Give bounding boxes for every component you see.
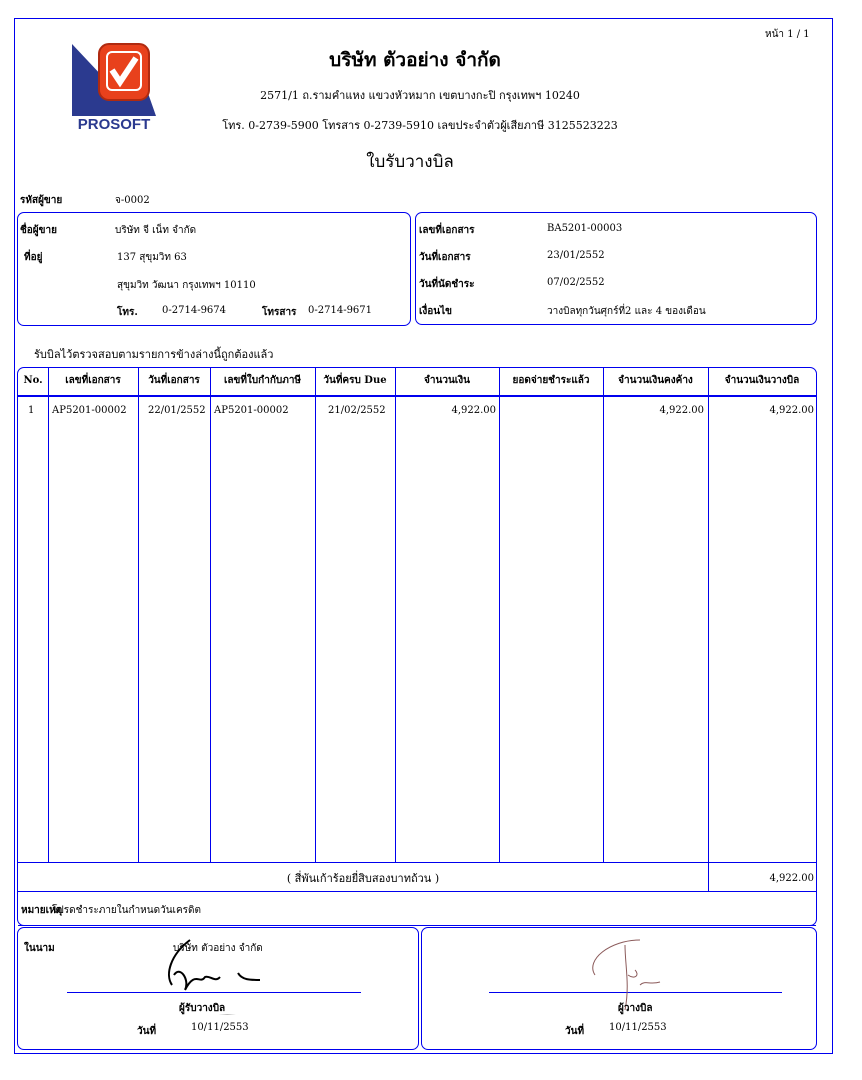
receiver-label: ผู้รับวางบิล — [179, 1003, 226, 1014]
cell-billed: 4,922.00 — [769, 405, 814, 416]
col-header-amount: จำนวนเงิน — [424, 375, 470, 386]
remark-label: หมายเหตุ — [21, 905, 63, 916]
page-number: หน้า 1 / 1 — [765, 29, 810, 40]
vendor-address-line1: 137 สุขุมวิท 63 — [117, 252, 187, 263]
col-header-paid: ยอดจ่ายชำระแล้ว — [512, 375, 590, 386]
cell-due-date: 21/02/2552 — [328, 405, 386, 416]
total-amount: 4,922.00 — [769, 873, 814, 884]
remark: โปรดชำระภายในกำหนดวันเครดิต — [52, 905, 202, 916]
vendor-tel: 0-2714-9674 — [162, 305, 227, 316]
vendor-fax: 0-2714-9671 — [308, 305, 373, 316]
cell-no: 1 — [28, 405, 35, 416]
doc-date: 23/01/2552 — [547, 250, 605, 261]
items-table — [17, 367, 817, 926]
cell-tax-invoice: AP5201-00002 — [214, 405, 289, 416]
biller-label: ผู้วางบิล — [618, 1003, 653, 1014]
company-address: 2571/1 ถ.รามคำแหง แขวงหัวหมาก เขตบางกะปิ กรุงเทพฯ 10240 — [260, 89, 580, 102]
col-header-outstanding: จำนวนเงินคงค้าง — [618, 375, 693, 386]
doc-no-label: เลขที่เอกสาร — [419, 225, 475, 236]
intro-text: รับบิลไว้ตรวจสอบตามรายการข้างล่างนี้ถูกต้องแล้ว — [34, 348, 274, 361]
document-title: ใบรับวางบิล — [366, 152, 454, 172]
vendor-name-label: ชื่อผู้ขาย — [20, 225, 57, 236]
biller-date-label: วันที่ — [565, 1026, 585, 1037]
on-behalf-label: ในนาม — [24, 943, 55, 954]
cell-amount: 4,922.00 — [451, 405, 496, 416]
cell-doc-date: 22/01/2552 — [148, 405, 206, 416]
receiver-date: 10/11/2553 — [191, 1022, 249, 1033]
total-in-words: ( สี่พันเก้าร้อยยี่สิบสองบาทถ้วน ) — [286, 872, 440, 885]
col-header-doc-no: เลขที่เอกสาร — [65, 375, 121, 386]
doc-date-label: วันที่เอกสาร — [419, 252, 471, 263]
vendor-address-line2: สุขุมวิท วัฒนา กรุงเทพฯ 10110 — [117, 280, 256, 291]
vendor-code-label: รหัสผู้ขาย — [20, 195, 63, 206]
vendor-code: จ-0002 — [115, 195, 150, 206]
col-header-doc-date: วันที่เอกสาร — [148, 375, 200, 386]
biller-date: 10/11/2553 — [609, 1022, 667, 1033]
company-contact: โทร. 0-2739-5900 โทรสาร 0-2739-5910 เลขประจำตัวผู้เสียภาษี 3125523223 — [222, 119, 618, 132]
col-header-no: No. — [23, 375, 43, 386]
vendor-name: บริษัท จี เน็ท จำกัด — [115, 225, 197, 236]
cell-outstanding: 4,922.00 — [659, 405, 704, 416]
vendor-tel-label: โทร. — [117, 307, 138, 318]
col-header-billed: จำนวนเงินวางบิล — [724, 375, 800, 386]
condition: วางบิลทุกวันศุกร์ที่2 และ 4 ของเดือน — [547, 306, 706, 317]
logo-text: PROSOFT — [77, 116, 151, 132]
vendor-fax-label: โทรสาร — [262, 307, 297, 318]
pay-date-label: วันที่นัดชำระ — [419, 279, 475, 290]
condition-label: เงื่อนไข — [419, 306, 453, 317]
receiver-date-label: วันที่ — [137, 1026, 157, 1037]
pay-date: 07/02/2552 — [547, 277, 605, 288]
on-behalf-company: บริษัท ตัวอย่าง จำกัด — [173, 943, 263, 954]
doc-no: BA5201-00003 — [547, 223, 623, 234]
col-header-tax-invoice: เลขที่ใบกำกับภาษี — [223, 375, 302, 386]
col-header-due-date: วันที่ครบ Due — [323, 375, 387, 386]
company-name: บริษัท ตัวอย่าง จำกัด — [329, 49, 501, 71]
vendor-address-label: ที่อยู่ — [24, 252, 43, 263]
cell-doc-no: AP5201-00002 — [52, 405, 127, 416]
